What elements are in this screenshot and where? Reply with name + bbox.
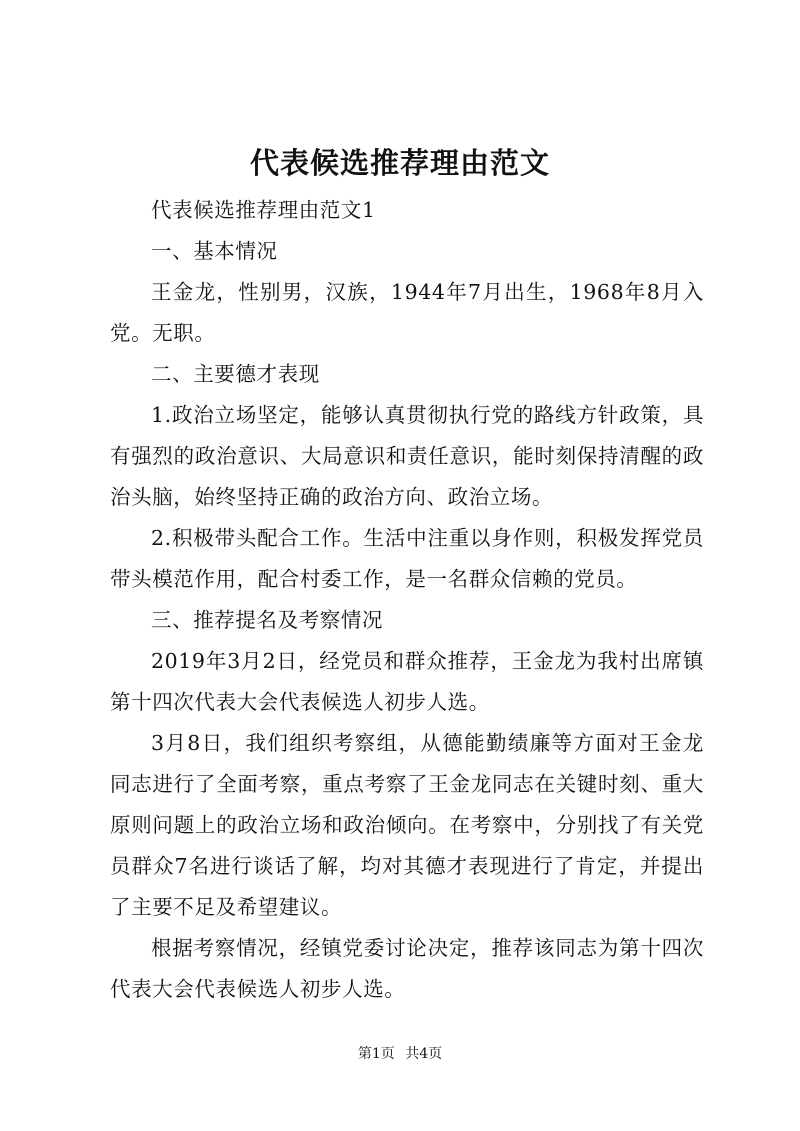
document-title: 代表候选推荐理由范文: [249, 146, 550, 180]
conclusion-paragraph: 根据考察情况，经镇党委讨论决定，推荐该同志为第十四次代表大会代表候选人初步人选。: [110, 936, 704, 1001]
basic-info-paragraph: 王金龙，性别男，汉族，1944年7月出生，1968年8月入党。无职。: [110, 280, 704, 345]
document-body: [110, 190, 704, 1010]
inspection-paragraph: 3月8日，我们组织考察组，从德能勤绩廉等方面对王金龙同志进行了全面考察，重点考察了王金龙同志在关键时刻、重大原则问题上的政治立场和政治倾向。在考察中，分别找了有关党员群众7名进行谈话了解，均对其德才表现进行了肯定，并提出了主要不足及希望建议。: [110, 731, 704, 919]
subtitle-paragraph: 代表候选推荐理由范文1: [151, 198, 376, 222]
section-heading-nomination: 三、推荐提名及考察情况: [151, 608, 384, 632]
nomination-paragraph: 2019年3月2日，经党员和群众推荐，王金龙为我村出席镇第十四次代表大会代表候选人初步人选。: [110, 649, 704, 714]
section-heading-performance: 二、主要德才表现: [151, 362, 320, 386]
page-total: 共4页: [405, 1046, 443, 1062]
performance-item-1: 1.政治立场坚定，能够认真贯彻执行党的路线方针政策，具有强烈的政治意识、大局意识和责任意识，能时刻保持清醒的政治头脑，始终坚持正确的政治方向、政治立场。: [110, 403, 704, 509]
page-footer: [0, 1044, 800, 1064]
section-heading-basic-info: 一、基本情况: [151, 239, 278, 263]
page-number: 第1页: [357, 1046, 395, 1062]
performance-item-2: 2.积极带头配合工作。生活中注重以身作则，积极发挥党员带头模范作用，配合村委工作，是一名群众信赖的党员。: [110, 526, 704, 591]
